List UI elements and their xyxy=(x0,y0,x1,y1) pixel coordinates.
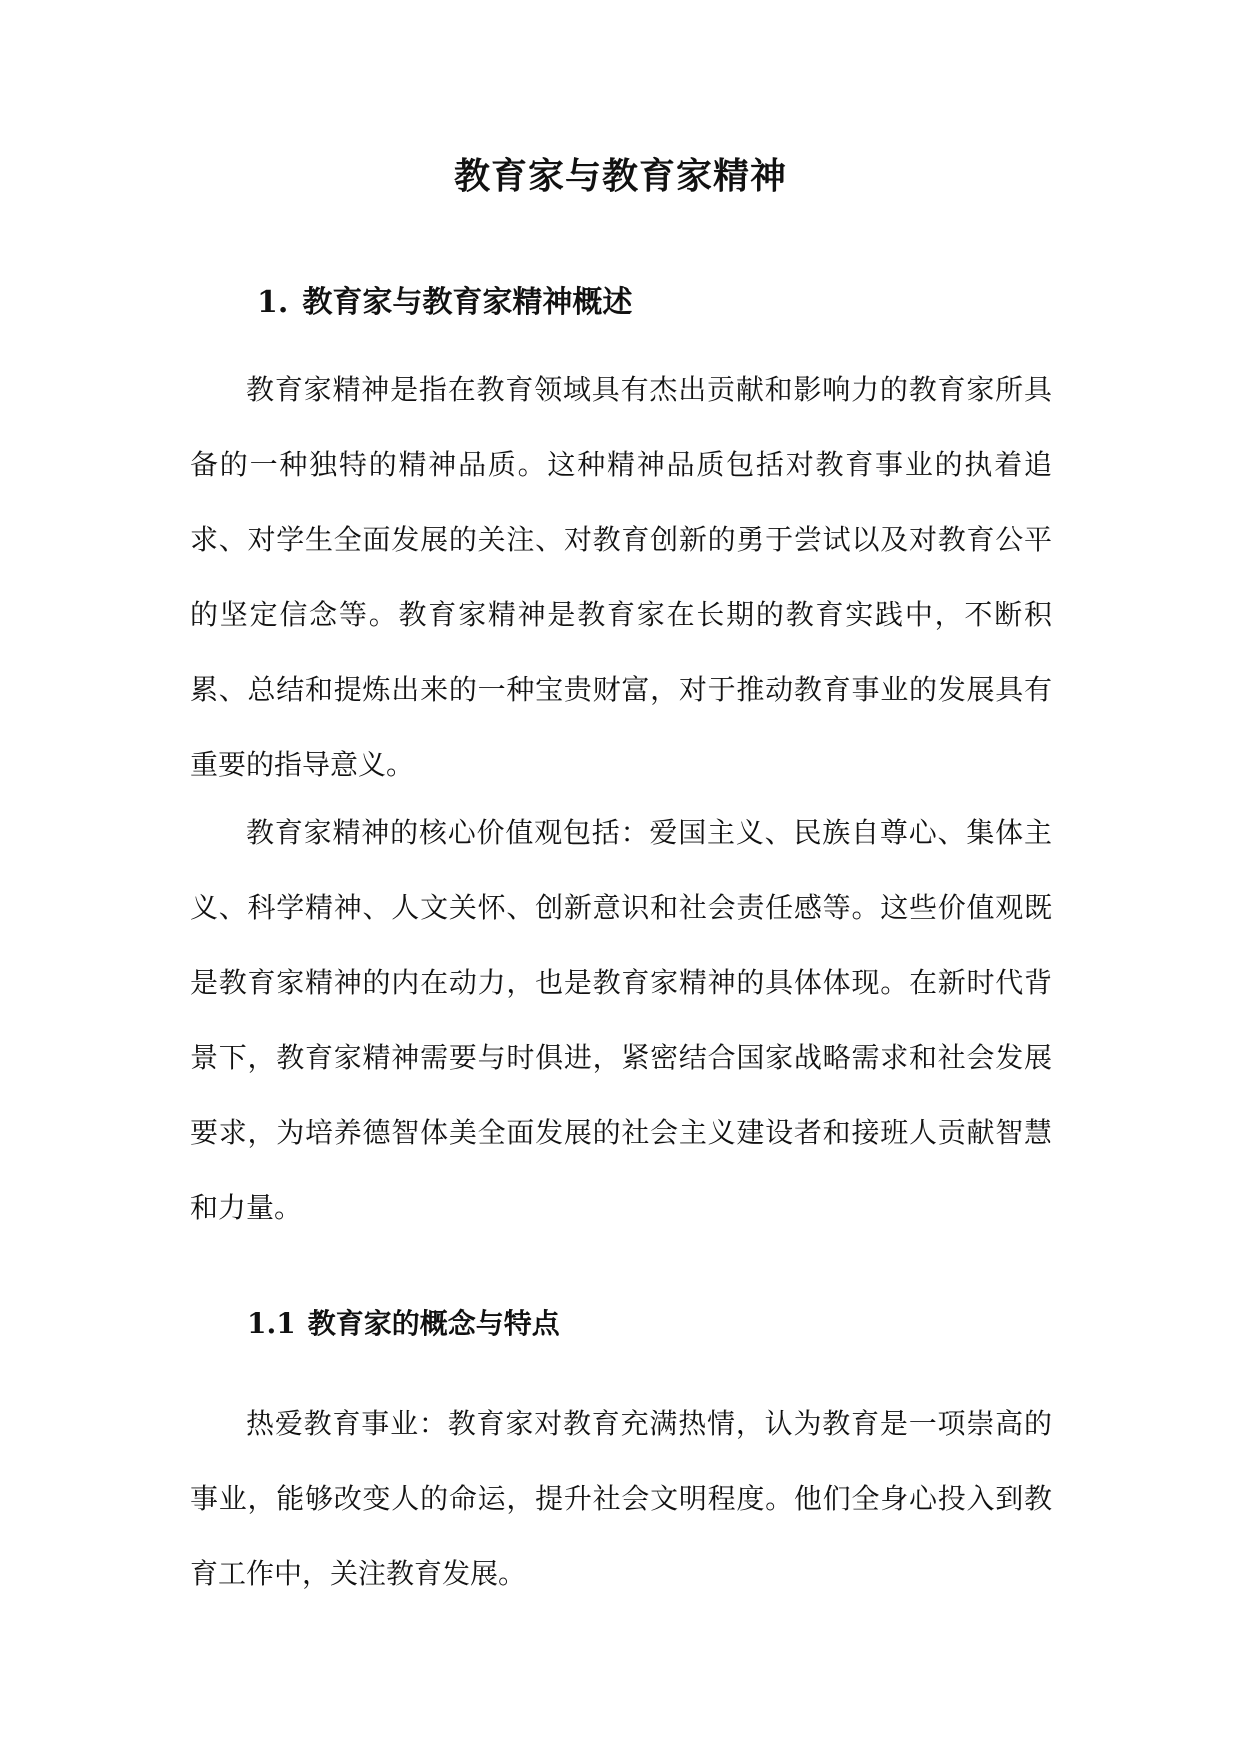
subsection-number: 1.1 xyxy=(247,1307,296,1340)
subsection-heading-text: 教育家的概念与特点 xyxy=(307,1307,560,1340)
paragraph-love-of-education: 热爱教育事业：教育家对教育充满热情，认为教育是一项崇高的事业，能够改变人的命运，提升社会文明程度。他们全身心投入到教育工作中，关注教育发展。 xyxy=(190,1407,1052,1590)
document-title: 教育家与教育家精神 xyxy=(453,155,787,197)
section-heading-1 xyxy=(257,278,632,328)
paragraph-definition: 教育家精神是指在教育领域具有杰出贡献和影响力的教育家所具备的一种独特的精神品质。这种精神品质包括对教育事业的执着追求、对学生全面发展的关注、对教育创新的勇于尝试以及对教育公平的坚定信念等。教育家精神是教育家在长期的教育实践中，不断积累、总结和提炼出来的一种宝贵财富，对于推动教育事业的发展具有重要的指导意义。 xyxy=(190,373,1052,781)
paragraph-core-values: 教育家精神的核心价值观包括：爱国主义、民族自尊心、集体主义、科学精神、人文关怀、创新意识和社会责任感等。这些价值观既是教育家精神的内在动力，也是教育家精神的具体体现。在新时代背景下，教育家精神需要与时俱进，紧密结合国家战略需求和社会发展要求，为培养德智体美全面发展的社会主义建设者和接班人贡献智慧和力量。 xyxy=(190,816,1052,1224)
section-heading-text: 教育家与教育家精神概述 xyxy=(302,285,633,320)
subsection-heading-1-1 xyxy=(247,1300,560,1348)
section-number: 1. xyxy=(257,285,289,320)
